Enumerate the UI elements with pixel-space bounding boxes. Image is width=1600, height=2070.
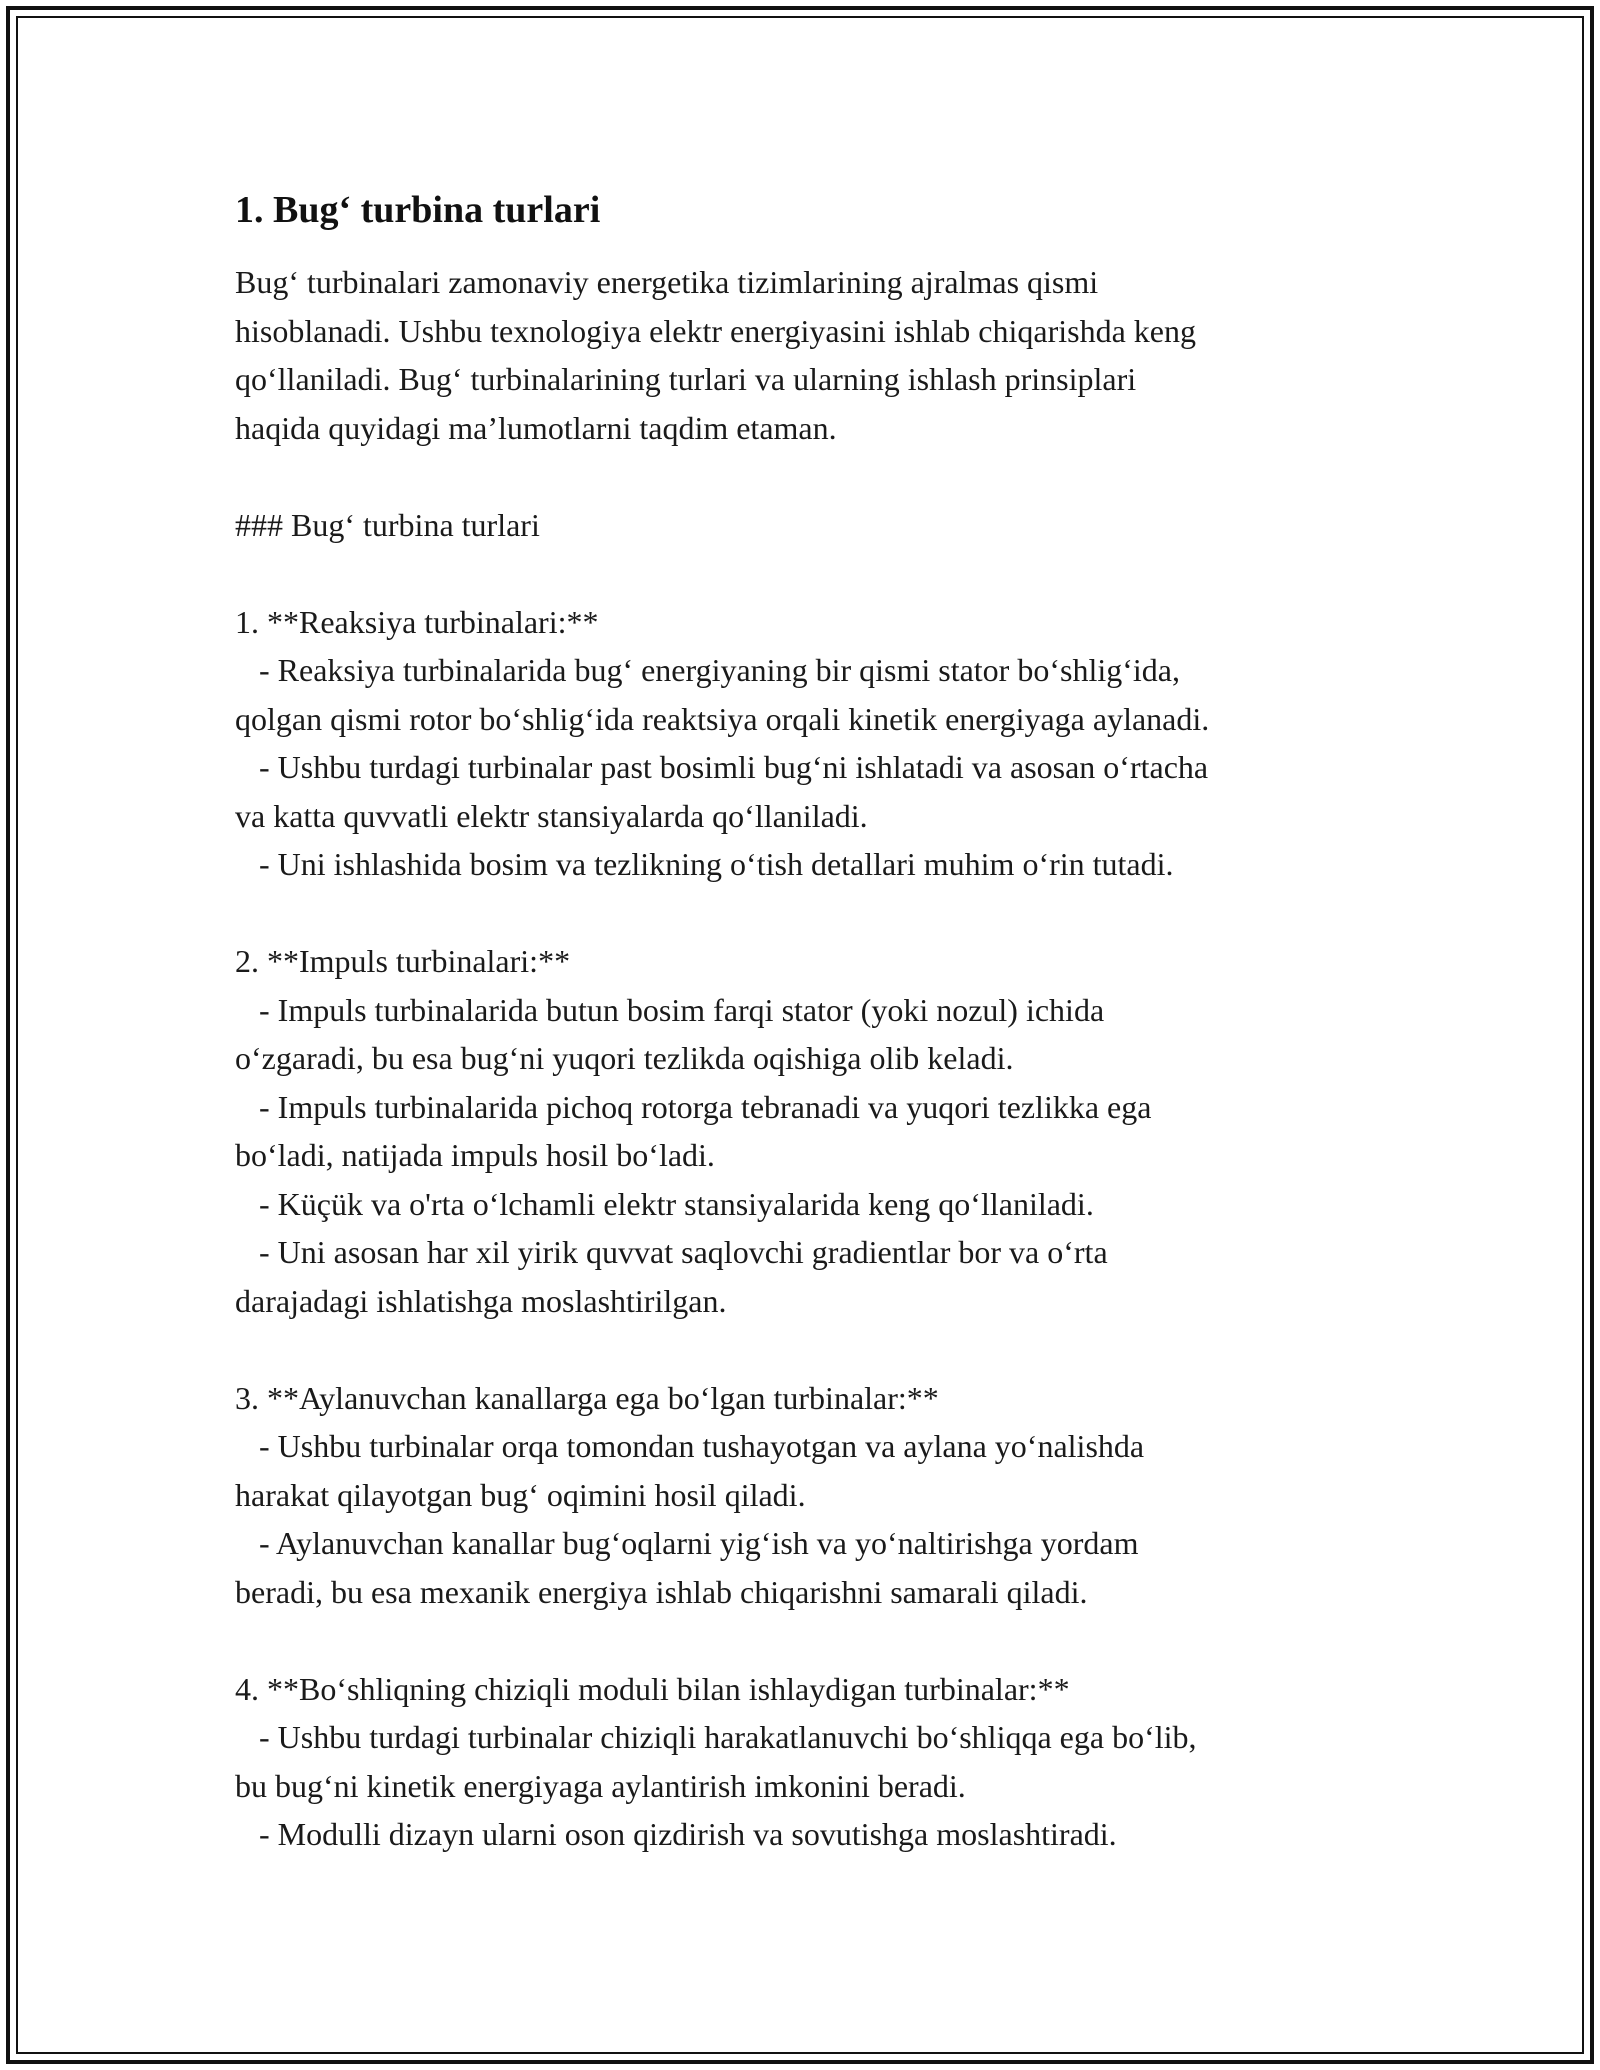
subheading: ### Bug‘ turbina turlari [235,506,540,543]
section-linear-module-turbines [235,1665,1365,1859]
section-header: 2. **Impuls turbinalari:** [235,943,571,979]
intro-paragraph: Bug‘ turbinalari zamonaviy energetika tizimlarining ajralmas qismi hisoblanadi. Ushbu texnologiya elektr energiyasini ishlab chiqarishda keng qo‘llaniladi. Bug‘ turbinalarining turlari va ularning ishlash prinsiplari haqida quyidagi ma’lumotlarni taqdim etaman. [235,264,1196,446]
section-body: - Ushbu turbinalar orqa tomondan tushayotgan va aylana yo‘nalishda harakat qilayotgan bug‘ oqimini hosil qiladi. - Aylanuvchan kanallar bug‘oqlarni yig‘ish va yo‘naltirishga yordam beradi, bu esa mexanik energiya ishlab chiqarishni samarali qiladi. [235,1428,1145,1610]
spacer [235,889,1365,938]
spacer [235,452,1365,501]
section-header: 3. **Aylanuvchan kanallarga ega bo‘lgan turbinalar:** [235,1379,939,1416]
spacer [235,549,1365,598]
document-body [235,186,1365,1859]
section-body: - Impuls turbinalarida butun bosim farqi stator (yoki nozul) ichida o‘zgaradi, bu esa bug‘ni yuqori tezlikda oqishiga olib keladi. - Impuls turbinalarida pichoq rotorga tebranadi va yuqori tezlikka ega bo‘ladi, natijada impuls hosil bo‘ladi. - Küçük va o'rta o‘lchamli elektr stansiyalarida keng qo‘llaniladi. - Uni asosan har xil yirik quvvat saqlovchi gradientlar bor va o‘rta darajadagi ishlatishga moslashtirilgan. [235,991,1152,1319]
spacer [235,1325,1365,1374]
section-body: - Ushbu turdagi turbinalar chiziqli harakatlanuvchi bo‘shliqqa ega bo‘lib, bu bug‘ni kinetik energiyaga aylantirish imkonini beradi. - Modulli dizayn ularni oson qizdirish va sovutishga moslashtiradi. [235,1719,1197,1852]
document-title: 1. Bug‘ turbina turlari [235,189,601,231]
section-rotating-channel-turbines [235,1374,1365,1617]
section-body: - Reaksiya turbinalarida bug‘ energiyaning bir qismi stator bo‘shlig‘ida, qolgan qismi rotor bo‘shlig‘ida reaktsiya orqali kinetik energiyaga aylanadi. - Ushbu turdagi turbinalar past bosimli bug‘ni ishlatadi va asosan o‘rtacha va katta quvvatli elektr stansiyalarda qo‘llaniladi. - Uni ishlashida bosim va tezlikning o‘tish detallari muhim o‘rin tutadi. [235,652,1210,882]
section-header: 4. **Bo‘shliqning chiziqli moduli bilan ishlaydigan turbinalar:** [235,1670,1070,1707]
spacer [235,1616,1365,1665]
section-reaction-turbines [235,598,1365,889]
section-header: 1. **Reaksiya turbinalari:** [235,603,599,640]
section-impulse-turbines [235,937,1365,1325]
